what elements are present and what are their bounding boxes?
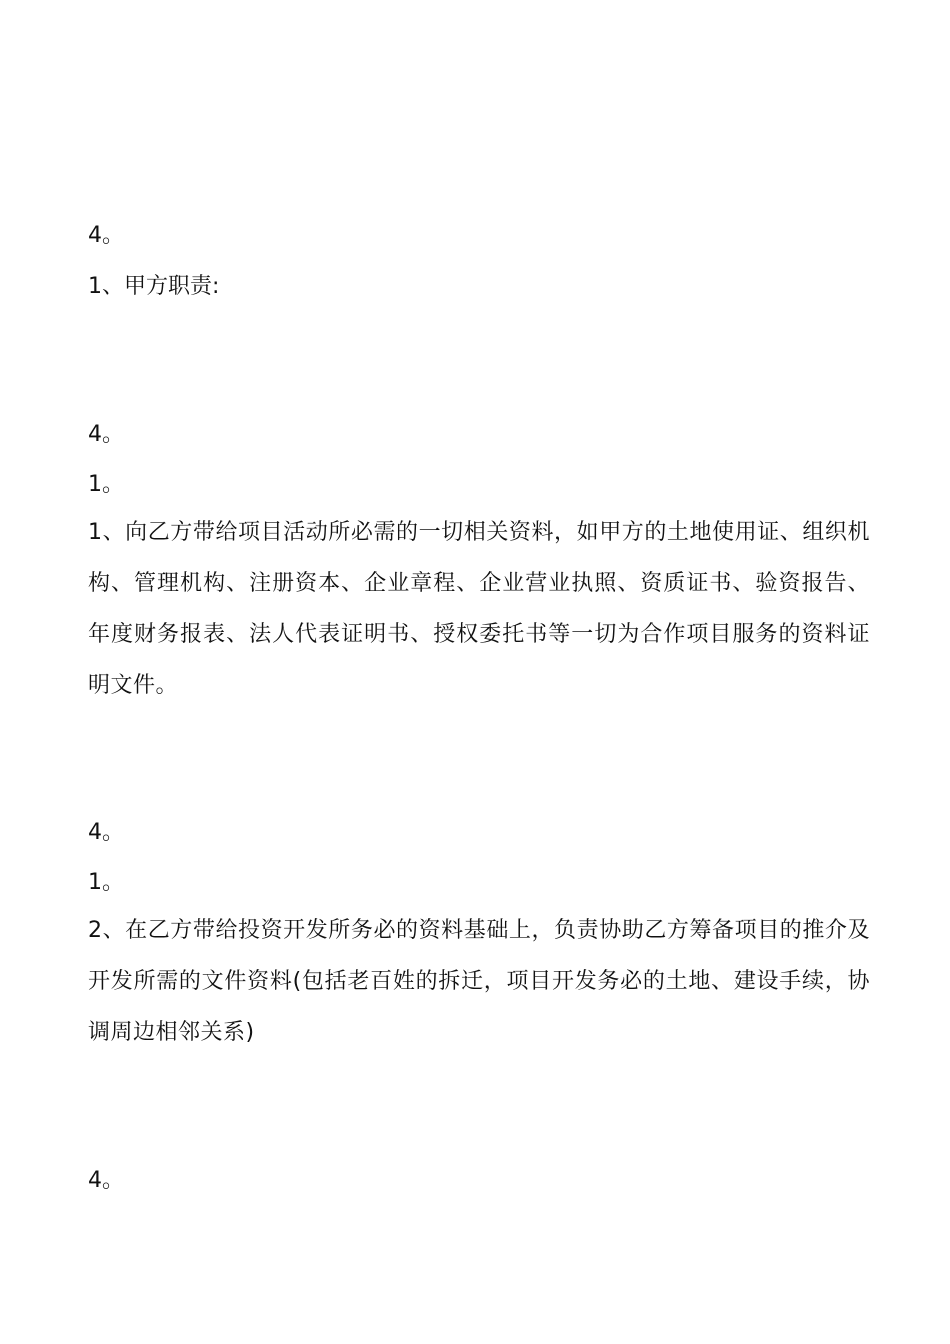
body-paragraph: 1、向乙方带给项目活动所必需的一切相关资料，如甲方的土地使用证、组织机构、管理机构、注册资本、企业章程、企业营业执照、资质证书、验资报告、年度财务报表、法人代表证明书、授权委托书等一切为合作项目服务的资料证明文件。 (88, 520, 870, 698)
section-number: 4。 (88, 820, 124, 845)
section-number: 1。 (88, 870, 124, 895)
section-number: 4。 (88, 223, 124, 248)
section-number: 1。 (88, 472, 124, 497)
section-heading: 1、甲方职责: (88, 274, 220, 299)
section-number: 4。 (88, 422, 124, 447)
section-number: 4。 (88, 1168, 124, 1193)
body-paragraph: 2、在乙方带给投资开发所务必的资料基础上，负责协助乙方筹备项目的推介及开发所需的文件资料(包括老百姓的拆迁，项目开发务必的土地、建设手续，协调周边相邻关系) (88, 918, 870, 1045)
